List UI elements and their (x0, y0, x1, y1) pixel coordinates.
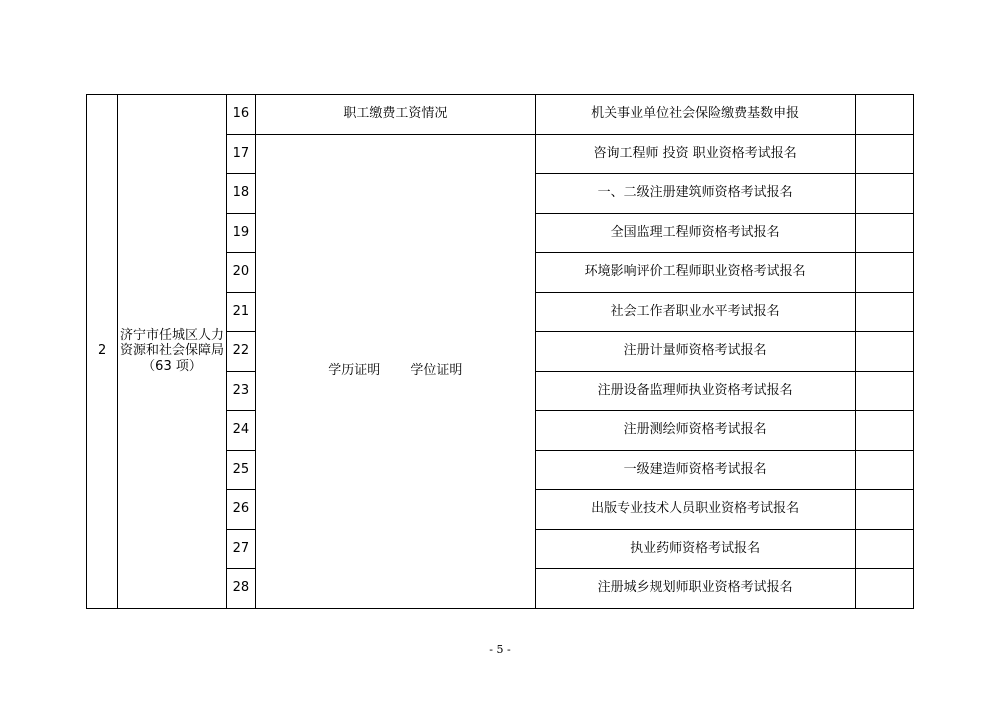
note-cell (855, 569, 913, 609)
note-cell (855, 332, 913, 372)
note-cell (855, 213, 913, 253)
service-cell: 注册计量师资格考试报名 (535, 332, 855, 372)
note-cell (855, 292, 913, 332)
note-cell (855, 490, 913, 530)
service-cell: 注册测绘师资格考试报名 (535, 411, 855, 451)
note-cell (855, 253, 913, 293)
service-cell: 注册城乡规划师职业资格考试报名 (535, 569, 855, 609)
row-number: 24 (226, 411, 255, 451)
service-cell: 咨询工程师 投资 职业资格考试报名 (535, 134, 855, 174)
table-row (87, 95, 914, 135)
service-cell: 执业药师资格考试报名 (535, 529, 855, 569)
service-cell: 社会工作者职业水平考试报名 (535, 292, 855, 332)
service-cell: 注册设备监理师执业资格考试报名 (535, 371, 855, 411)
department-line: 济宁市任城区人力 (120, 327, 225, 343)
row-number: 16 (226, 95, 255, 135)
row-number: 26 (226, 490, 255, 530)
note-cell (855, 411, 913, 451)
material-cell: 职工缴费工资情况 (256, 95, 536, 135)
note-cell (855, 529, 913, 569)
department-line: （63 项） (142, 359, 202, 375)
row-number: 25 (226, 450, 255, 490)
row-number: 27 (226, 529, 255, 569)
department-line: 资源和社会保障局 (120, 343, 225, 359)
service-cell: 一、二级注册建筑师资格考试报名 (535, 174, 855, 214)
note-cell (855, 174, 913, 214)
service-cell: 环境影响评价工程师职业资格考试报名 (535, 253, 855, 293)
service-cell: 出版专业技术人员职业资格考试报名 (535, 490, 855, 530)
row-number: 28 (226, 569, 255, 609)
row-number: 17 (226, 134, 255, 174)
page-number: - 5 - (489, 643, 511, 656)
row-number: 22 (226, 332, 255, 372)
note-cell (855, 134, 913, 174)
merged-material-cell: 学历证明 学位证明 (256, 134, 536, 608)
note-cell (855, 95, 913, 135)
row-number: 19 (226, 213, 255, 253)
row-number: 21 (226, 292, 255, 332)
row-number: 23 (226, 371, 255, 411)
row-number: 20 (226, 253, 255, 293)
note-cell (855, 371, 913, 411)
note-cell (855, 450, 913, 490)
row-number: 18 (226, 174, 255, 214)
department-cell (118, 95, 227, 609)
service-cell: 全国监理工程师资格考试报名 (535, 213, 855, 253)
service-table (86, 94, 914, 609)
group-seq-cell: 2 (87, 95, 118, 609)
service-cell: 一级建造师资格考试报名 (535, 450, 855, 490)
service-cell: 机关事业单位社会保险缴费基数申报 (535, 95, 855, 135)
